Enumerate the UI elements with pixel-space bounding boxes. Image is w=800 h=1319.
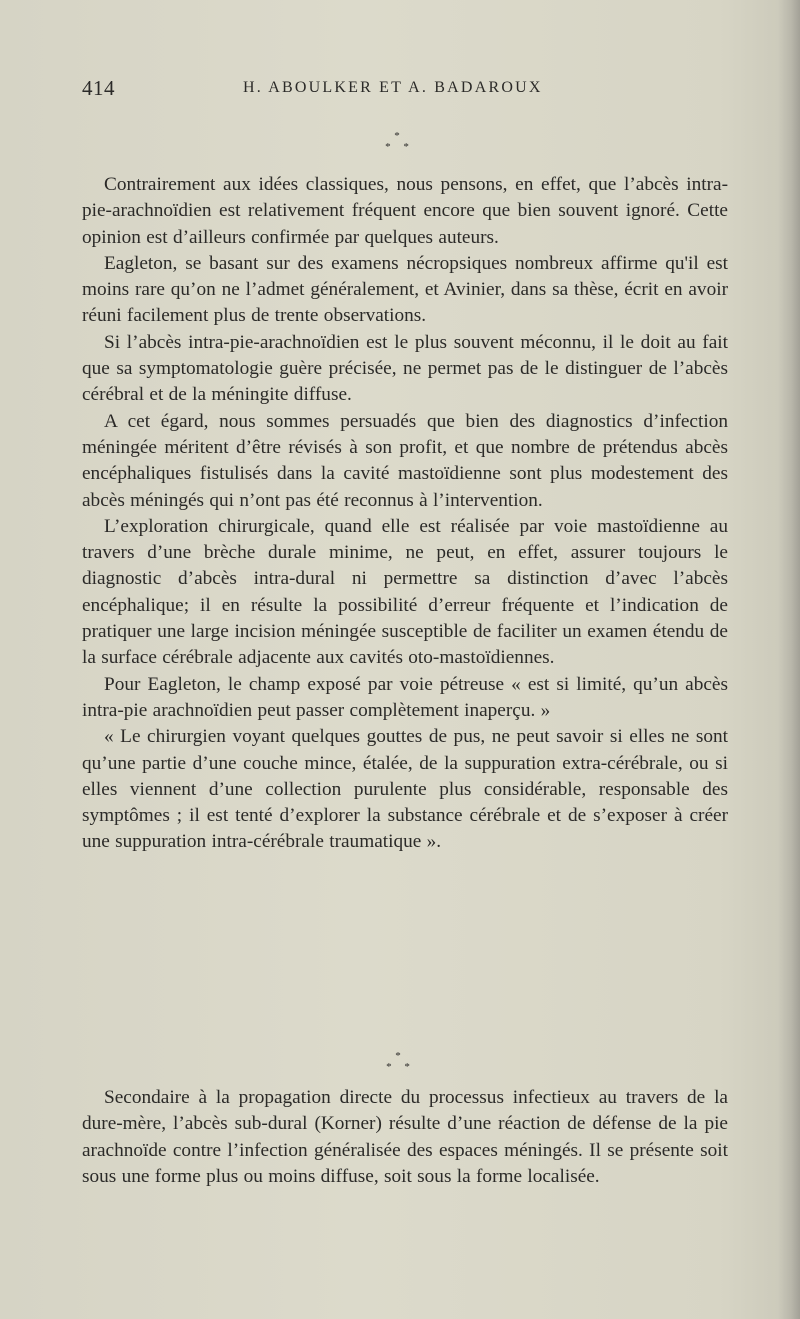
- paragraph: « Le chirurgien voyant quelques gouttes de pus, ne peut savoir si elles ne sont qu’une partie d’une couche mince, étalée, de la suppuration extra-cérébrale, ou si elles viennent d’une collection purulente plus considérable, responsable des symptômes ; il est tenté d’explorer la substance cérébrale et de s’exposer à créer une suppuration intra-cérébrale traumatique ».: [82, 726, 728, 853]
- page-edge-shadow: [778, 0, 800, 1319]
- paragraph: Si l’abcès intra-pie-arachnoïdien est le plus souvent méconnu, il le doit au fait que sa symptomatologie guère précisée, ne permet pas de le distinguer de l’abcès cérébral et de la méningite diffuse.: [82, 331, 728, 406]
- section-separator-asterism: [377, 131, 417, 153]
- page-header: [82, 76, 732, 104]
- paragraph: L’exploration chirurgicale, quand elle est réalisée par voie mastoïdienne au travers d’une brèche durale minime, ne peut, en effet, assurer toujours le diagnostic d’abcès intra-dural ni permettre sa distinction d’avec l’abcès encéphalique; il en résulte la possibilité d’erreur fréquente et l’indication de pratiquer une large incision méningée susceptible de faciliter un examen étendu de la surface cérébrale adjacente aux cavités oto-mastoïdiennes.: [82, 515, 728, 669]
- running-head: H. ABOULKER ET A. BADAROUX: [243, 79, 543, 96]
- asterism-star-top: *: [395, 1050, 401, 1062]
- asterism-stars-bottom: * *: [386, 1061, 415, 1073]
- page-number: 414: [82, 76, 115, 100]
- section-separator-asterism: [378, 1051, 418, 1073]
- paragraph: A cet égard, nous sommes persuadés que bien des diagnostics d’infection méningée méritent d’être révisés à son profit, et que nombre de prétendus abcès encéphaliques fistulisés dans la cavité mastoïdienne sont plus modestement des abcès méningés qui n’ont pas été reconnus à l’intervention.: [82, 410, 728, 511]
- paragraph: Eagleton, se basant sur des examens nécropsiques nombreux affirme qu'il est moins rare qu’on ne l’admet généralement, et Avinier, dans sa thèse, écrit en avoir réuni facilement plus de trente observations.: [82, 252, 728, 327]
- body-text-section-1: [82, 172, 728, 856]
- paragraph: Pour Eagleton, le champ exposé par voie pétreuse « est si limité, qu’un abcès intra-pie arachnoïdien peut passer complètement inaperçu. »: [82, 673, 728, 721]
- asterism-star-top: *: [394, 130, 400, 142]
- paragraph: Contrairement aux idées classiques, nous pensons, en effet, que l’abcès intra-pie-arachnoïdien est relativement fréquent encore que bien souvent ignoré. Cette opinion est d’ailleurs confirmée par quelques auteurs.: [82, 174, 728, 248]
- body-text-section-2: [82, 1085, 728, 1190]
- asterism-stars-bottom: * *: [385, 141, 414, 153]
- paragraph: Secondaire à la propagation directe du processus infectieux au travers de la dure-mère, l’abcès sub-dural (Korner) résulte d’une réaction de défense de la pie arachnoïde contre l’infection généralisée des espaces méningés. Il se présente soit sous une forme plus ou moins diffuse, soit sous la forme localisée.: [82, 1087, 728, 1187]
